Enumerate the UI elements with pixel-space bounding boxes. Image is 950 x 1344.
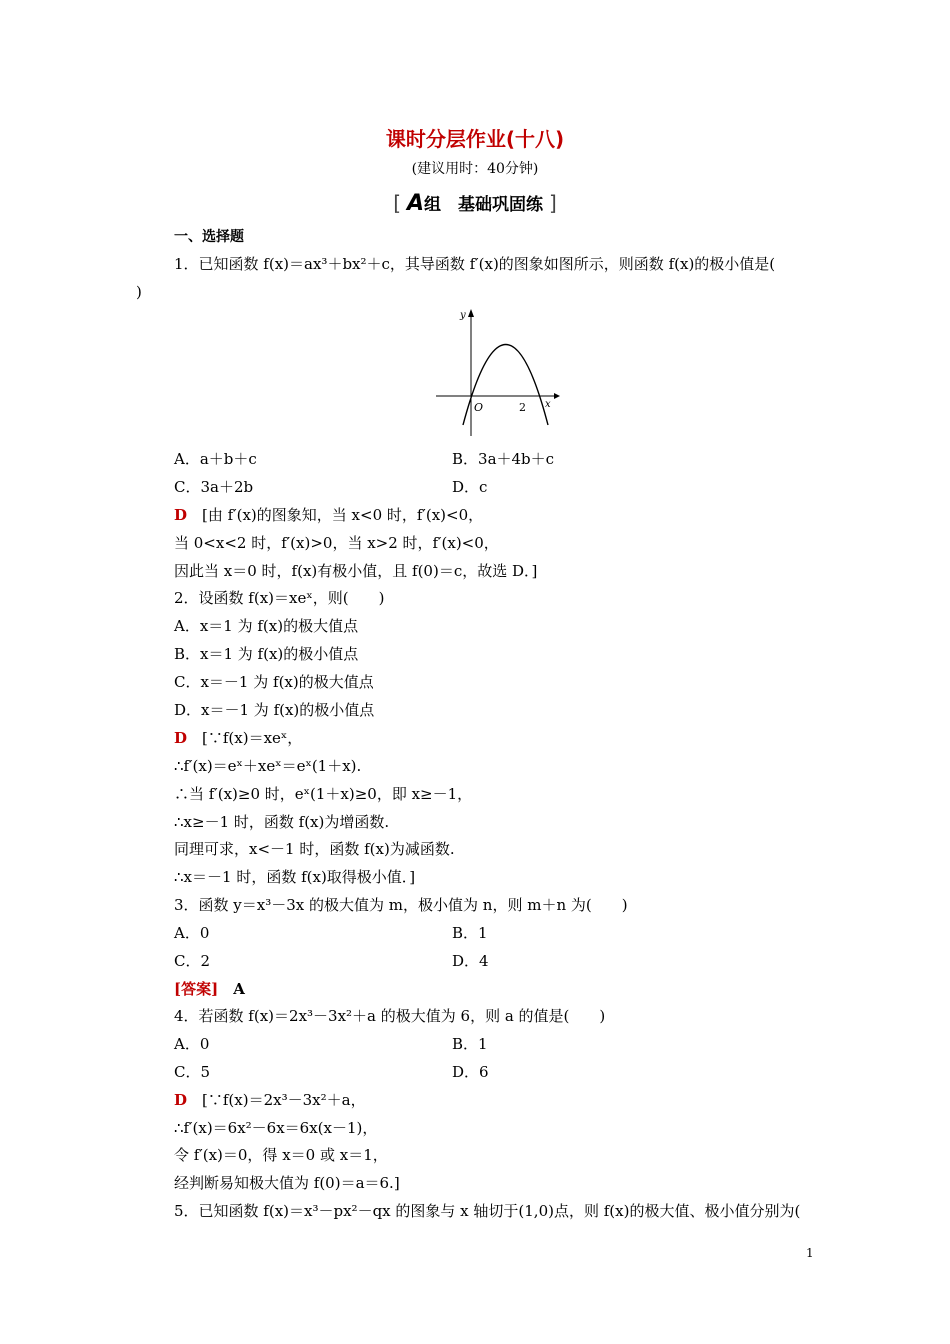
y-axis-label: y [460, 310, 466, 321]
q2-option-d: D．x＝－1 为 f(x)的极小值点 [174, 701, 375, 719]
x-axis-label: x [545, 399, 551, 410]
q1-option-c: C．3a＋2b [174, 478, 254, 496]
q4-stem: 4．若函数 f(x)＝2x³－3x²＋a 的极大值为 6，则 a 的值是( ) [174, 1007, 606, 1025]
q1-stem-cont: ) [136, 283, 142, 301]
q2-option-b: B．x＝1 为 f(x)的极小值点 [174, 645, 359, 663]
q3-answer-line [174, 979, 245, 999]
q4-answer-letter: D [174, 1091, 188, 1109]
q1-option-a: A．a＋b＋c [174, 450, 257, 468]
section-heading: 一、选择题 [174, 229, 244, 245]
q2-option-c: C．x＝－1 为 f(x)的极大值点 [174, 673, 374, 691]
q1-solution-line-2: 当 0<x<2 时，f′(x)>0，当 x>2 时，f′(x)<0， [174, 534, 499, 552]
tick-label-2: 2 [519, 401, 526, 414]
q2-solution-text: [∵f(x)＝xeˣ， [202, 729, 303, 747]
q2-solution-line-4: ∴x≥－1 时，函数 f(x)为增函数. [174, 813, 390, 831]
q4-solution-text: [∵f(x)＝2x³－3x²＋a， [202, 1091, 366, 1109]
q2-solution-line-3: ∴当 f′(x)≥0 时，eˣ(1＋x)≥0，即 x≥－1， [174, 785, 473, 803]
group-label: 组 基础巩固练 [424, 195, 544, 215]
origin-label: O [474, 401, 484, 414]
q2-answer-letter: D [174, 729, 188, 747]
q4-solution-line-2: ∴f′(x)＝6x²－6x＝6x(x－1)， [174, 1119, 378, 1137]
q1-option-d: D．c [452, 478, 488, 496]
group-bracket-open: [ [393, 191, 402, 215]
q4-option-a: A．0 [174, 1035, 210, 1053]
q4-option-d: D．6 [452, 1063, 489, 1081]
q1-solution-text: [由 f′(x)的图象知，当 x<0 时，f′(x)<0， [202, 506, 484, 524]
q2-solution-line-2: ∴f′(x)＝eˣ＋xeˣ＝eˣ(1＋x). [174, 757, 362, 775]
y-axis-arrow-icon [468, 309, 474, 317]
q5-stem: 5．已知函数 f(x)＝x³－px²－qx 的图象与 x 轴切于(1,0)点，则 f(x)的极大值、极小值分别为( [174, 1202, 801, 1220]
page-subtitle: (建议用时：40分钟) [411, 161, 539, 177]
q3-answer-value: A [233, 980, 245, 998]
answer-tag: [答案] [174, 980, 219, 998]
q3-option-a: A．0 [174, 924, 210, 942]
q4-solution-line-4: 经判断易知极大值为 f(0)＝a＝6.] [174, 1174, 400, 1192]
q4-option-c: C．5 [174, 1063, 211, 1081]
q3-stem: 3．函数 y＝x³－3x 的极大值为 m，极小值为 n，则 m＋n 为( ) [174, 896, 628, 914]
q4-solution-line-1 [174, 1090, 366, 1110]
q2-stem: 2．设函数 f(x)＝xeˣ，则( ) [174, 589, 385, 607]
group-bracket-close: ] [548, 191, 557, 215]
q2-option-a: A．x＝1 为 f(x)的极大值点 [174, 617, 359, 635]
q1-option-b: B．3a＋4b＋c [452, 450, 555, 468]
q3-option-c: C．2 [174, 952, 211, 970]
q4-option-b: B．1 [452, 1035, 488, 1053]
q3-option-d: D．4 [452, 952, 489, 970]
q1-answer-letter: D [174, 506, 188, 524]
q2-solution-line-6: ∴x＝－1 时，函数 f(x)取得极小值．] [174, 868, 416, 886]
q1-solution-line-3: 因此当 x＝0 时，f(x)有极小值，且 f(0)＝c，故选 D．] [174, 562, 538, 580]
page-title: 课时分层作业(十八) [385, 127, 565, 151]
group-letter: A [406, 191, 425, 216]
group-header [0, 190, 950, 216]
page-number: 1 [806, 1246, 814, 1260]
derivative-graph [430, 305, 560, 440]
q2-solution-line-5: 同理可求，x<－1 时，函数 f(x)为减函数. [174, 840, 455, 858]
q1-stem: 1．已知函数 f(x)＝ax³＋bx²＋c，其导函数 f′(x)的图象如图所示，则函数 f(x)的极小值是( [174, 255, 776, 273]
x-axis-arrow-icon [554, 393, 560, 399]
q1-solution-line-1 [174, 505, 483, 525]
q4-solution-line-3: 令 f′(x)＝0，得 x＝0 或 x＝1， [174, 1146, 388, 1164]
q3-option-b: B．1 [452, 924, 488, 942]
q2-solution-line-1 [174, 728, 302, 748]
